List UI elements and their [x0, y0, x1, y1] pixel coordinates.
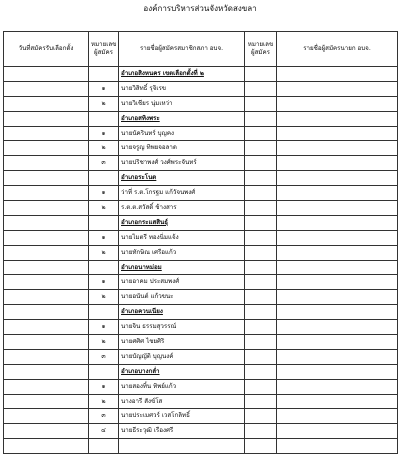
- mayor-number-cell: [245, 96, 277, 111]
- table-body: [4, 67, 398, 454]
- mayor-name-cell: [277, 81, 398, 96]
- council-number-cell: ๓: [89, 156, 119, 171]
- date-cell: [4, 349, 89, 364]
- council-name-cell: [119, 439, 245, 454]
- mayor-number-cell: [245, 349, 277, 364]
- council-name-cell: นายอนันต์ แก้วขนะ: [119, 290, 245, 305]
- council-name-cell: นายวิเชียร นุ่มเหว่า: [119, 96, 245, 111]
- council-number-cell: ๑: [89, 126, 119, 141]
- district-name-cell: อำเภอกระแสสินธุ์: [119, 215, 245, 230]
- date-cell: [4, 320, 89, 335]
- date-cell: [4, 67, 89, 82]
- council-number-cell: ๑: [89, 320, 119, 335]
- council-number-cell: ๓: [89, 349, 119, 364]
- council-number-cell: [89, 305, 119, 320]
- mayor-name-cell: [277, 320, 398, 335]
- mayor-name-cell: [277, 335, 398, 350]
- table-row: [4, 320, 398, 335]
- mayor-name-cell: [277, 305, 398, 320]
- table-row: [4, 439, 398, 454]
- council-number-cell: ๑: [89, 186, 119, 201]
- mayor-number-cell: [245, 215, 277, 230]
- date-cell: [4, 215, 89, 230]
- date-cell: [4, 290, 89, 305]
- table-row: [4, 96, 398, 111]
- table-row: [4, 409, 398, 424]
- header-date: วันที่สมัครรับเลือกตั้ง: [4, 32, 89, 67]
- council-number-cell: [89, 111, 119, 126]
- council-number-cell: [89, 215, 119, 230]
- council-name-cell: นายสองทิ้น ทิพย์แก้ว: [119, 379, 245, 394]
- district-row: [4, 171, 398, 186]
- date-cell: [4, 126, 89, 141]
- mayor-name-cell: [277, 171, 398, 186]
- council-name-cell: นายไมตรี ทองนิ่มแจ้ง: [119, 230, 245, 245]
- mayor-name-cell: [277, 290, 398, 305]
- council-number-cell: ๓: [89, 409, 119, 424]
- date-cell: [4, 186, 89, 201]
- council-number-cell: [89, 364, 119, 379]
- mayor-name-cell: [277, 126, 398, 141]
- table-row: [4, 81, 398, 96]
- mayor-name-cell: [277, 245, 398, 260]
- district-name-cell: อำเภอนาหม่อม: [119, 260, 245, 275]
- table-row: [4, 156, 398, 171]
- district-row: [4, 305, 398, 320]
- date-cell: [4, 335, 89, 350]
- council-name-cell: นายบัญญัติ บุญนงค์: [119, 349, 245, 364]
- date-cell: [4, 379, 89, 394]
- council-name-cell: นายอาคม ประสมพงศ์: [119, 275, 245, 290]
- table-row: [4, 186, 398, 201]
- mayor-number-cell: [245, 305, 277, 320]
- table-row: [4, 126, 398, 141]
- council-number-cell: [89, 439, 119, 454]
- council-name-cell: นายวิสิทธิ์ รุจิเรข: [119, 81, 245, 96]
- header-mayor-number: หมายเลขผู้สมัคร: [245, 32, 277, 67]
- council-name-cell: นางอารี สังข์โส: [119, 394, 245, 409]
- mayor-number-cell: [245, 394, 277, 409]
- mayor-number-cell: [245, 424, 277, 439]
- table-row: [4, 424, 398, 439]
- council-name-cell: นายธีระวุฒิ เรืองศรี: [119, 424, 245, 439]
- district-name-cell: อำเภอสทิงพระ: [119, 111, 245, 126]
- table-row: [4, 201, 398, 216]
- mayor-name-cell: [277, 349, 398, 364]
- mayor-number-cell: [245, 275, 277, 290]
- document-title: องค์การบริหารส่วนจังหวัดสงขลา: [143, 4, 257, 13]
- district-name-cell: อำเภอบางกล่ำ: [119, 364, 245, 379]
- date-cell: [4, 96, 89, 111]
- council-name-cell: นายทักษิณ เศรือแก้ว: [119, 245, 245, 260]
- mayor-name-cell: [277, 67, 398, 82]
- district-name-cell: อำเภอควนเนียง: [119, 305, 245, 320]
- table-row: [4, 275, 398, 290]
- mayor-name-cell: [277, 379, 398, 394]
- council-number-cell: ๑: [89, 275, 119, 290]
- council-number-cell: ๑: [89, 379, 119, 394]
- district-name-cell: อำเภอระโนด: [119, 171, 245, 186]
- table-header-row: [4, 32, 398, 67]
- date-cell: [4, 275, 89, 290]
- date-cell: [4, 171, 89, 186]
- mayor-number-cell: [245, 335, 277, 350]
- mayor-name-cell: [277, 215, 398, 230]
- mayor-number-cell: [245, 126, 277, 141]
- council-name-cell: นายจรูญ ทิพยจอลาด: [119, 141, 245, 156]
- mayor-name-cell: [277, 275, 398, 290]
- mayor-name-cell: [277, 186, 398, 201]
- district-row: [4, 364, 398, 379]
- date-cell: [4, 156, 89, 171]
- mayor-name-cell: [277, 141, 398, 156]
- mayor-number-cell: [245, 186, 277, 201]
- council-number-cell: [89, 260, 119, 275]
- council-name-cell: นายนัครินทร์ บุญคง: [119, 126, 245, 141]
- mayor-number-cell: [245, 379, 277, 394]
- date-cell: [4, 364, 89, 379]
- mayor-number-cell: [245, 439, 277, 454]
- council-number-cell: [89, 171, 119, 186]
- council-name-cell: ร.ต.ต.สวัสดิ์ ช้างสาร: [119, 201, 245, 216]
- mayor-number-cell: [245, 290, 277, 305]
- mayor-name-cell: [277, 201, 398, 216]
- council-number-cell: ๑: [89, 81, 119, 96]
- table-row: [4, 335, 398, 350]
- district-name-cell: อำเภอสิงหนคร เขตเลือกตั้งที่ ๒: [119, 67, 245, 82]
- header-council-name: รายชื่อผู้สมัครสมาชิกสภา อบจ.: [119, 32, 245, 67]
- council-number-cell: ๒: [89, 201, 119, 216]
- mayor-name-cell: [277, 156, 398, 171]
- mayor-number-cell: [245, 245, 277, 260]
- table-row: [4, 230, 398, 245]
- table-row: [4, 379, 398, 394]
- table-row: [4, 290, 398, 305]
- mayor-number-cell: [245, 260, 277, 275]
- mayor-name-cell: [277, 394, 398, 409]
- mayor-number-cell: [245, 230, 277, 245]
- table-row: [4, 245, 398, 260]
- district-row: [4, 260, 398, 275]
- date-cell: [4, 424, 89, 439]
- mayor-name-cell: [277, 424, 398, 439]
- table-row: [4, 349, 398, 364]
- mayor-number-cell: [245, 201, 277, 216]
- mayor-name-cell: [277, 364, 398, 379]
- date-cell: [4, 305, 89, 320]
- council-name-cell: นายปริชาพงศ์ วงศ์พระจันทร์: [119, 156, 245, 171]
- mayor-number-cell: [245, 171, 277, 186]
- council-name-cell: ว่าที่ ร.ต.โกรฐม แก้วัจนพงศ์: [119, 186, 245, 201]
- mayor-name-cell: [277, 260, 398, 275]
- date-cell: [4, 260, 89, 275]
- date-cell: [4, 201, 89, 216]
- date-cell: [4, 245, 89, 260]
- candidate-table: [3, 31, 398, 454]
- council-number-cell: ๒: [89, 96, 119, 111]
- mayor-number-cell: [245, 364, 277, 379]
- date-cell: [4, 81, 89, 96]
- council-number-cell: ๒: [89, 394, 119, 409]
- mayor-number-cell: [245, 141, 277, 156]
- mayor-name-cell: [277, 439, 398, 454]
- council-name-cell: นายจิน ธรรมสุวรรณ์: [119, 320, 245, 335]
- council-number-cell: ๒: [89, 290, 119, 305]
- mayor-name-cell: [277, 409, 398, 424]
- council-name-cell: นายศศิศ ไชยศิริ: [119, 335, 245, 350]
- district-row: [4, 215, 398, 230]
- date-cell: [4, 439, 89, 454]
- date-cell: [4, 409, 89, 424]
- council-number-cell: [89, 67, 119, 82]
- district-row: [4, 67, 398, 82]
- council-number-cell: ๒: [89, 335, 119, 350]
- mayor-number-cell: [245, 111, 277, 126]
- table-row: [4, 394, 398, 409]
- council-number-cell: ๒: [89, 141, 119, 156]
- mayor-number-cell: [245, 320, 277, 335]
- date-cell: [4, 141, 89, 156]
- table-row: [4, 141, 398, 156]
- mayor-number-cell: [245, 156, 277, 171]
- mayor-number-cell: [245, 409, 277, 424]
- council-name-cell: นายประเมศวร์ เวสโกลิทธิ์: [119, 409, 245, 424]
- council-number-cell: ๑: [89, 230, 119, 245]
- district-row: [4, 111, 398, 126]
- date-cell: [4, 111, 89, 126]
- date-cell: [4, 230, 89, 245]
- mayor-name-cell: [277, 230, 398, 245]
- mayor-number-cell: [245, 67, 277, 82]
- mayor-name-cell: [277, 96, 398, 111]
- mayor-number-cell: [245, 81, 277, 96]
- header-council-number: หมายเลขผู้สมัคร: [89, 32, 119, 67]
- date-cell: [4, 394, 89, 409]
- mayor-name-cell: [277, 111, 398, 126]
- council-number-cell: ๔: [89, 424, 119, 439]
- council-number-cell: ๒: [89, 245, 119, 260]
- header-mayor-name: รายชื่อผู้สมัครนายก อบจ.: [277, 32, 398, 67]
